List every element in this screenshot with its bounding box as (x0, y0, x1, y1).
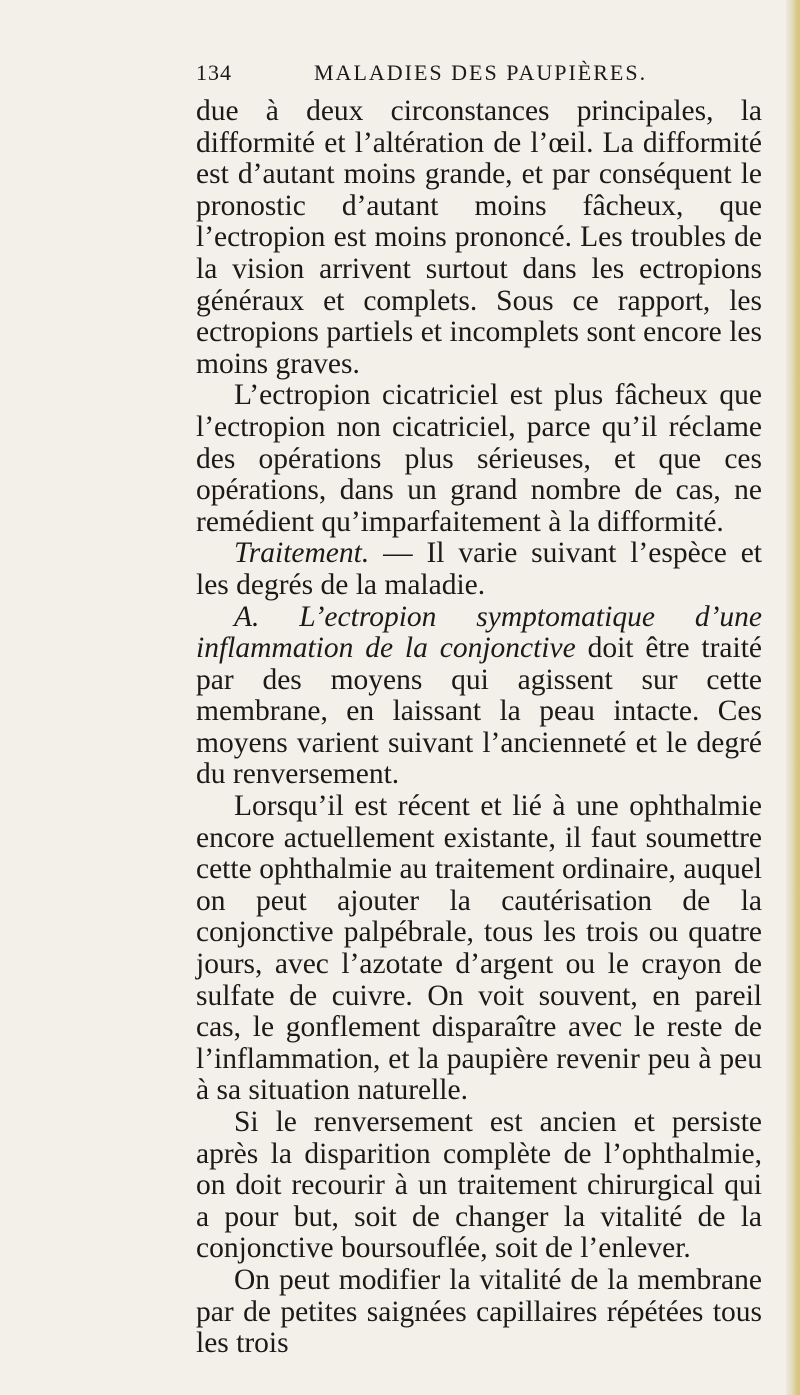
paragraph (196, 1107, 762, 1265)
paragraph (196, 791, 762, 1107)
paragraph-text: doit être traité par des moyens qui agissent sur cette membrane, en laissant la peau intacte. Ces moyens varient suivant l’ancienneté et le degré du renversement. (196, 632, 763, 791)
section-heading: Traitement. (234, 537, 370, 570)
paragraph-text: — Il varie suivant l’espèce et les degrés de la maladie. (196, 537, 762, 601)
paragraph: due à deux circonstances principales, la difformité et l’altération de l’œil. La difformité est d’autant moins grande, et par conséquent le pronostic d’autant moins fâcheux, que l’ectropion est moins prononcé. Les troubles de la vision arrivent surtout dans les ectropions généraux et complets. Sous ce rapport, les ectropions partiels et incomplets sont encore les moins graves. (196, 95, 762, 380)
paragraph (196, 380, 762, 538)
paragraph (196, 602, 762, 792)
subsection-heading: A. L’ectropion symptomatique d’une inflammation de la conjonctive (196, 600, 762, 665)
paragraph (196, 1265, 762, 1360)
paragraph-text: Lorsqu’il est récent et lié à une ophthalmie encore actuellement existante, il faut soumettre cette ophthalmie au traitement ordinaire, auquel on peut ajouter la cautérisation de la conjonctive palpébrale, tous les trois ou quatre jours, avec l’azotate d’argent ou le crayon de sulfate de cuivre. On voit souvent, en pareil cas, le gonflement disparaître avec le reste de l’inflammation, et la paupière revenir peu à peu à sa situation naturelle. (196, 790, 762, 1107)
paragraph-text: On peut modifier la vitalité de la membrane par de petites saignées capillaires répétées tous les trois (196, 1263, 762, 1360)
paragraph-text: L’ectropion cicatriciel est plus fâcheux que l’ectropion non cicatriciel, parce qu’il réclame des opérations plus sérieuses, et que ces opérations, dans un grand nombre de cas, ne remédient qu’imparfaitement à la difformité. (196, 379, 762, 538)
paragraph (196, 538, 762, 601)
page-header (196, 60, 756, 92)
page-edge (786, 0, 800, 1395)
page-number: 134 (196, 60, 232, 85)
running-title: MALADIES DES PAUPIÈRES. (314, 60, 648, 85)
paragraph-text: Si le renversement est ancien et persiste après la disparition complète de l’ophthalmie, on doit recourir à un traitement chirurgical qui a pour but, soit de changer la vitalité de la conjonctive boursouflée, soit de l’enlever. (196, 1106, 762, 1265)
body-text (196, 96, 762, 1360)
